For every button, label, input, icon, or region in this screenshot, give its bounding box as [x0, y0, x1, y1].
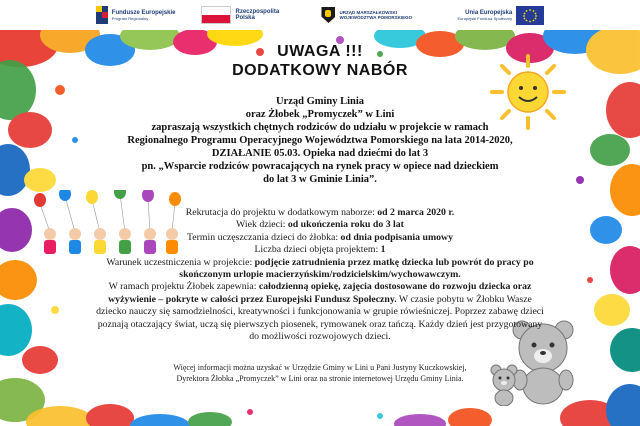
logo-bar	[0, 0, 640, 30]
pomorskie-coat-of-arms-icon	[321, 7, 335, 23]
footer-line-1: Więcej informacji można uzyskać w Urzędzie Gminy w Lini u Pani Justyny Kuczkowskiej,	[173, 363, 467, 372]
fundusze-europejskie-icon	[96, 6, 108, 24]
condition-label: Warunek uczestniczenia w projekcie:	[106, 256, 255, 268]
logo-urzad-marszalkowski	[321, 7, 431, 23]
headline-line-2: DODATKOWY NABÓR	[232, 62, 408, 79]
provides-value: całodzienną opiekę, zajęcia dostosowane do rozwoju dziecka oraz wyżywienie – pokryte w całości przez Europejski Fundusz Społeczny.	[108, 281, 532, 305]
pl-label: Rzeczpospolita Polska	[235, 9, 280, 21]
intro-line-2: oraz Żłobek „Promyczek” w Lini	[245, 109, 395, 120]
provides-description: W czasie pobytu w Żłobku Wasze dziecko nauczy się samodzielności, kreatywności i funkcjonowania w grupie rówieśniczej. Poprzez zabawę dzieci poznają otaczający świat, uczą się pierwszych piosenek, rymowanek oraz tańczą. Każdy dzień jest przygotowany do możliwości rozwojowych dzieci.	[96, 293, 544, 343]
count-row	[95, 244, 545, 256]
intro-line-4: Regionalnego Programu Operacyjnego Województwa Pomorskiego na lata 2014-2020,	[127, 135, 513, 146]
logo-fundusze-europejskie	[96, 6, 176, 24]
term-row	[95, 232, 545, 244]
eu-title: Unia Europejska	[465, 9, 513, 16]
provides-label: W ramach projektu Żłobek zapewnia:	[108, 281, 259, 293]
age-row	[95, 219, 545, 231]
fe-subtitle: Program Regionalny	[111, 15, 149, 21]
project-details	[95, 207, 545, 343]
count-label: Liczba dzieci objęta projektem:	[254, 244, 381, 256]
pom-label: URZĄD MARSZAŁKOWSKI WOJEWÓDZTWA POMORSKIEGO	[339, 10, 413, 20]
headline-line-1: UWAGA !!!	[277, 43, 363, 60]
count-value: 1	[380, 244, 386, 256]
age-label: Wiek dzieci:	[236, 219, 288, 231]
announcement-headline	[140, 42, 500, 80]
logo-unia-europejska	[457, 6, 544, 25]
intro-line-5: DZIAŁANIE 05.03. Opieka nad dziećmi do lat 3	[211, 148, 429, 159]
invitation-block	[120, 95, 520, 186]
provides-row	[95, 281, 545, 343]
contact-footer	[130, 362, 510, 384]
intro-line-3: zapraszają wszystkich chętnych rodziców do udziału w projekcie w ramach	[151, 122, 489, 133]
logo-rzeczpospolita	[201, 6, 295, 24]
condition-value: podjęcie zatrudnienia przez matkę dziecka lub powrót do pracy po skończonym urlopie macierzyńskim/rodzicielskim/wychowawczym.	[179, 256, 534, 281]
intro-line-1: Urząd Gminy Linia	[275, 96, 365, 107]
eu-subtitle: Europejski Fundusz Społeczny	[457, 15, 513, 21]
eu-flag-icon	[516, 6, 544, 25]
footer-line-2: Dyrektora Żłobka „Promyczek” w Lini oraz na stronie internetowej Urzędu Gminy Linia.	[176, 374, 464, 383]
recruitment-value: od 2 marca 2020 r.	[377, 207, 455, 218]
term-value: od dnia podpisania umowy	[340, 231, 453, 243]
recruitment-row	[95, 207, 545, 219]
condition-row	[95, 257, 545, 282]
polish-flag-icon	[201, 6, 231, 24]
recruitment-label: Rekrutacja do projektu w dodatkowym naborze:	[185, 207, 378, 218]
intro-line-6: pn. „Wsparcie rodziców powracających na rynek pracy w opiece nad dzieckiem	[141, 161, 499, 172]
term-label: Termin uczęszczania dzieci do żłobka:	[187, 231, 341, 243]
age-value: od ukończenia roku do 3 lat	[287, 219, 404, 231]
fe-title: Fundusze Europejskie	[111, 9, 176, 16]
intro-line-7: do lat 3 w Gminie Linia”.	[263, 174, 377, 185]
